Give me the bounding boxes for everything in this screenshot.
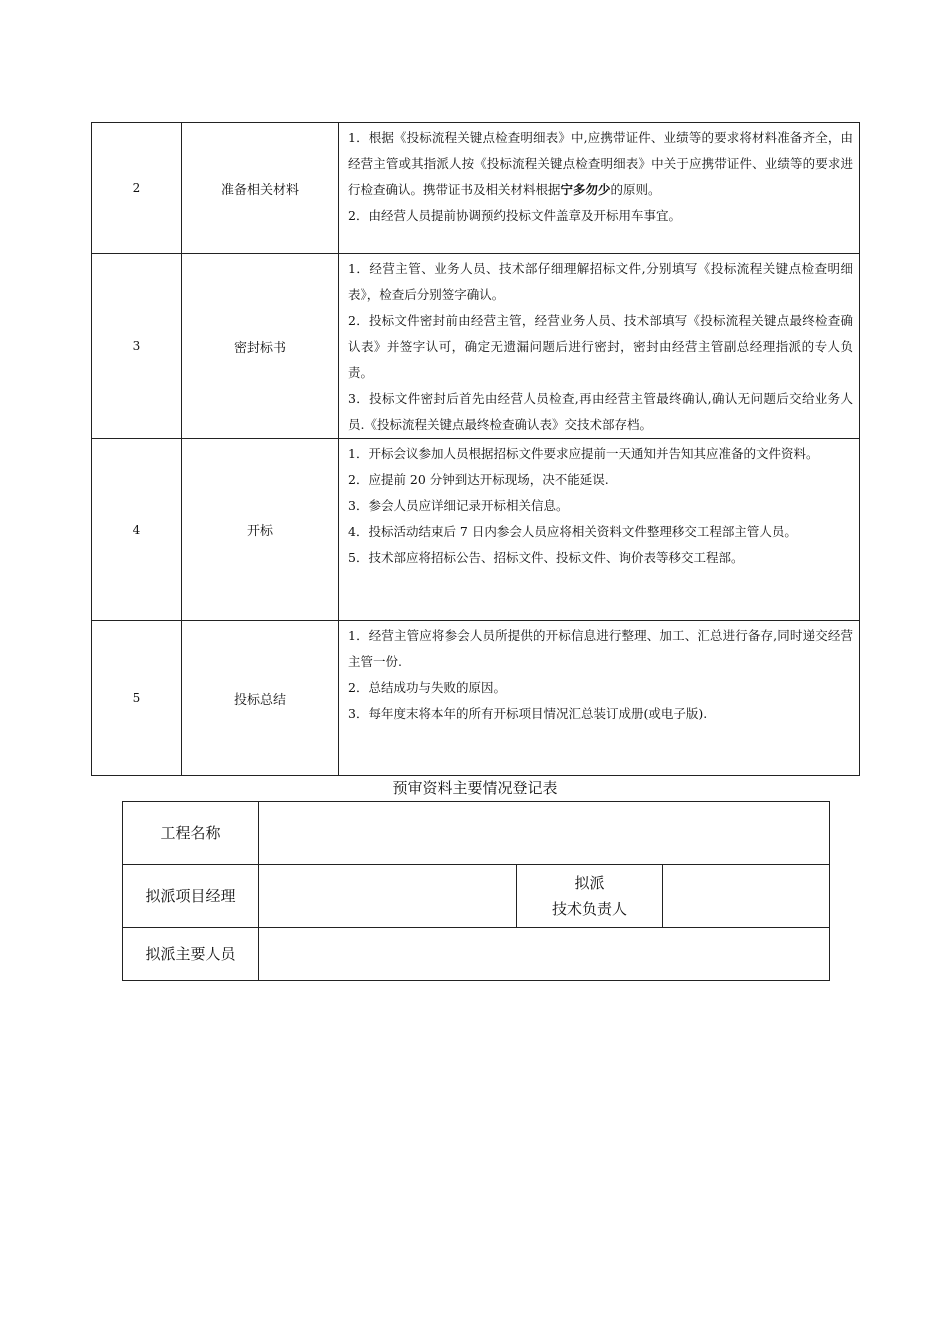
- step-description: [339, 123, 860, 254]
- table-row: [92, 621, 860, 776]
- project-manager-field[interactable]: [259, 865, 517, 928]
- tech-lead-label: [517, 865, 663, 928]
- description-text: 的原则。: [610, 182, 661, 197]
- main-staff-field[interactable]: [259, 928, 830, 981]
- bidding-process-table: [91, 122, 860, 776]
- description-line: 3．参会人员应详细记录开标相关信息。: [348, 498, 569, 513]
- description-line: 2．总结成功与失败的原因。: [348, 680, 506, 695]
- description-line: 1．经营主管应将参会人员所提供的开标信息进行整理、加工、汇总进行备存,同时递交经营主管一份.: [348, 628, 853, 669]
- description-line: 1．经营主管、业务人员、技术部仔细理解招标文件,分别填写《投标流程关键点检查明细表》，检查后分别签字确认。: [348, 261, 853, 302]
- table-row: [92, 123, 860, 254]
- step-name: 开标: [182, 439, 339, 621]
- step-number: 5: [92, 621, 182, 776]
- step-description: [339, 621, 860, 776]
- table-row: [92, 439, 860, 621]
- description-line: 2．投标文件密封前由经营主管，经营业务人员、技术部填写《投标流程关键点最终检查确认表》并签字认可，确定无遗漏问题后进行密封，密封由经营主管副总经理指派的专人负责。: [348, 313, 853, 380]
- step-number: 3: [92, 254, 182, 439]
- main-staff-label: 拟派主要人员: [123, 928, 259, 981]
- step-name: 密封标书: [182, 254, 339, 439]
- tech-lead-field[interactable]: [663, 865, 830, 928]
- step-description: [339, 254, 860, 439]
- description-line: 2．由经营人员提前协调预约投标文件盖章及开标用车事宜。: [348, 208, 681, 223]
- registration-title: 预审资料主要情况登记表: [392, 779, 558, 797]
- table-row: [123, 928, 830, 981]
- project-name-label: 工程名称: [123, 802, 259, 865]
- description-text: 1．根据《投标流程关键点检查明细表》中,应携带证件、业绩等的要求将材料准备齐全，由经营主管或其指派人按《投标流程关键点检查明细表》中关于应携带证件、业绩等的要求进行检查确认。携带证书及相关材料根据: [348, 130, 853, 197]
- table-row: [92, 254, 860, 439]
- step-number: 4: [92, 439, 182, 621]
- description-line: 1．开标会议参加人员根据招标文件要求应提前一天通知并告知其应准备的文件资料。: [348, 446, 819, 461]
- step-name: 准备相关材料: [182, 123, 339, 254]
- description-line: 4．投标活动结束后 7 日内参会人员应将相关资料文件整理移交工程部主管人员。: [348, 524, 797, 539]
- project-name-field[interactable]: [259, 802, 830, 865]
- tech-lead-label-line1: 拟派: [574, 874, 605, 892]
- description-line: 3．每年度末将本年的所有开标项目情况汇总装订成册(或电子版).: [348, 706, 708, 721]
- step-number: 2: [92, 123, 182, 254]
- step-description: [339, 439, 860, 621]
- table-row: [123, 802, 830, 865]
- description-line: 2．应提前 20 分钟到达开标现场，决不能延误.: [348, 472, 609, 487]
- description-line: 3．投标文件密封后首先由经营人员检查,再由经营主管最终确认,确认无问题后交给业务人员.《投标流程关键点最终检查确认表》交技术部存档。: [348, 391, 853, 432]
- tech-lead-label-line2: 技术负责人: [551, 900, 627, 918]
- description-line: 5．技术部应将招标公告、招标文件、投标文件、询价表等移交工程部。: [348, 550, 744, 565]
- registration-table: [122, 801, 830, 981]
- description-line: [348, 125, 853, 203]
- emphasis-text: 宁多勿少: [560, 182, 611, 197]
- table-row: [123, 865, 830, 928]
- step-name: 投标总结: [182, 621, 339, 776]
- project-manager-label: 拟派项目经理: [123, 865, 259, 928]
